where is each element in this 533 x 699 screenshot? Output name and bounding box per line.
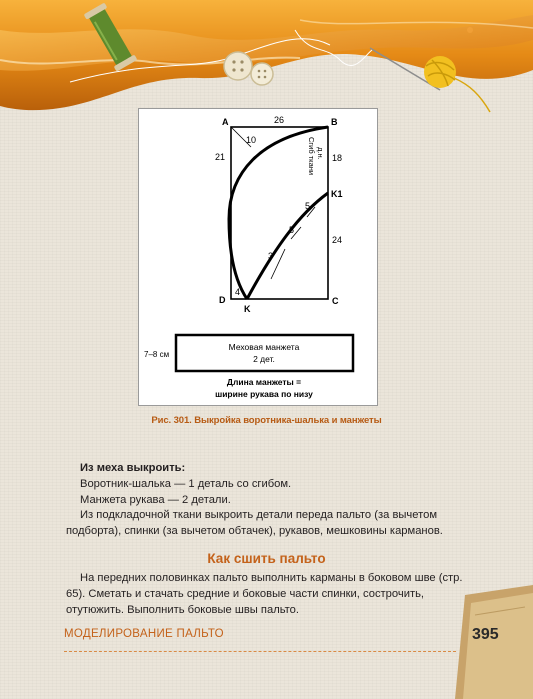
cuff-name: Меховая манжета xyxy=(228,342,300,352)
cuff-height-label: 7–8 см xyxy=(144,350,170,359)
page-number: 395 xyxy=(472,626,499,643)
sewing-paragraph: На передних половинках пальто выполнить карманы в боковом шве (стр. 65). Сметать и стачать средние и боковые части спинки, сострочить, отутюжить. Выполнить боковые швы пальто. xyxy=(66,572,463,616)
fur-cutting-section xyxy=(66,461,466,540)
lining-paragraph: Из подкладочной ткани выкроить детали переда пальто (за вычетом подборта), спинки (за вычетом обтачек), рукавов, мешковины карманов. xyxy=(66,509,443,538)
footer-section-label: МОДЕЛИРОВАНИЕ ПАЛЬТО xyxy=(64,628,224,640)
dim-diag-1: 3 xyxy=(268,251,274,261)
footer-divider xyxy=(64,651,456,652)
fur-title: Из меха выкроить: xyxy=(80,462,186,474)
fur-item-cuff: Манжета рукава — 2 детали. xyxy=(80,493,231,506)
fold-label: Сгиб ткани xyxy=(307,137,316,176)
dim-top: 26 xyxy=(274,115,285,125)
dim-right-lower: 24 xyxy=(332,235,343,245)
cuff-length-line1: Длина манжеты = xyxy=(226,377,302,387)
cuff-length-line2: ширине рукава по низу xyxy=(215,389,313,399)
section-title: Как сшить пальто xyxy=(207,551,326,566)
header-decoration xyxy=(0,0,533,120)
fold-label-dn: д.н. xyxy=(316,147,325,160)
cuff-rectangle xyxy=(176,335,353,371)
point-b-label: B xyxy=(331,117,338,127)
point-d-label: D xyxy=(219,295,226,305)
point-k-label: K xyxy=(244,304,251,314)
dim-right-upper: 18 xyxy=(332,153,343,163)
dim-bottom-left: 4 xyxy=(235,287,241,297)
dim-diag-2: 5 xyxy=(289,225,295,235)
fur-item-collar: Воротник-шалька — 1 деталь со сгибом. xyxy=(80,477,292,490)
point-a-label: A xyxy=(222,117,229,127)
cuff-count: 2 дет. xyxy=(253,354,275,364)
sewing-section xyxy=(66,571,466,618)
dim-diag-3: 5 xyxy=(305,201,311,211)
figure-caption: Рис. 301. Выкройка воротника-шалька и манжеты xyxy=(151,415,382,426)
point-c-label: C xyxy=(332,296,339,306)
dim-curve-top: 10 xyxy=(246,135,257,145)
point-k1-label: K1 xyxy=(331,189,343,199)
dim-left: 21 xyxy=(215,152,226,162)
pattern-figure xyxy=(138,108,378,406)
